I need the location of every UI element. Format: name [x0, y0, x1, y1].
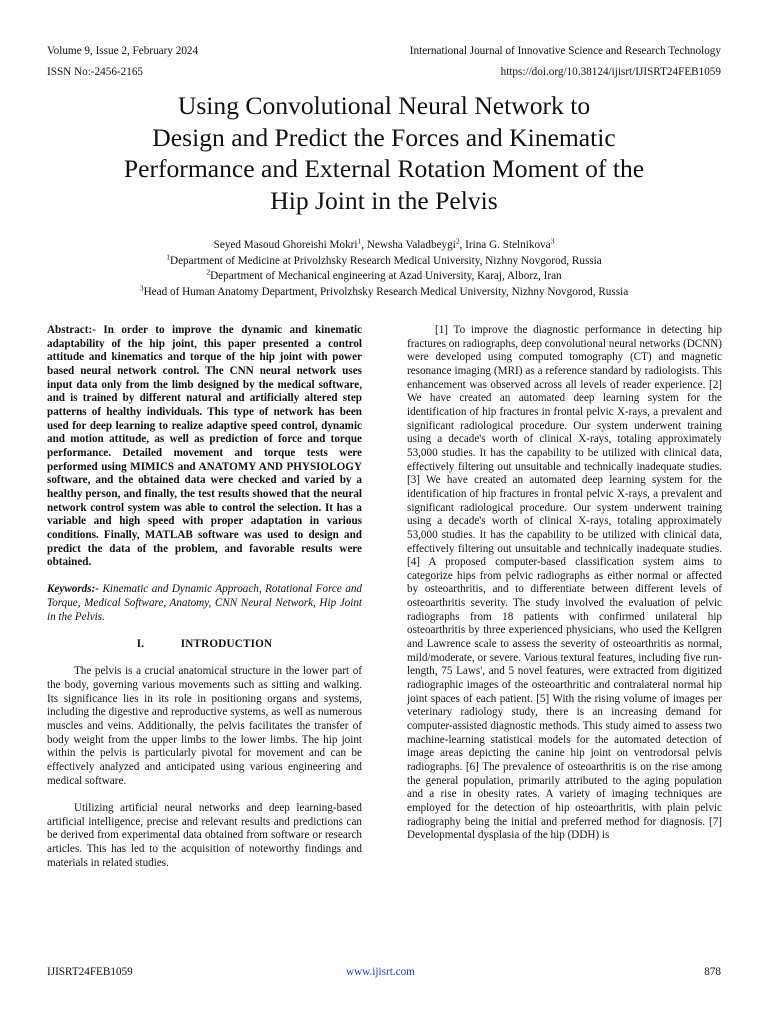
left-column [47, 324, 362, 870]
section-title: INTRODUCTION [180, 638, 273, 651]
title-line: Design and Predict the Forces and Kinematic [152, 122, 616, 152]
intro-paragraph: The pelvis is a crucial anatomical structure in the lower part of the body, governing various movements such as sitting and walking. Its significance lies in its role in positioning organs and systems, including the digestive and reproductive systems, as well as numerous muscles and veins. Additionally, the pelvis facilitates the transfer of body weight from the upper limbs to the lower limbs. The hip joint within the pelvis is particularly pivotal for movement and can be effectively analyzed and anticipated using various engineering and medical software. [47, 665, 362, 787]
right-column [407, 324, 722, 843]
affiliation [30, 269, 738, 285]
author-name: Newsha Valadbeygi [366, 239, 456, 251]
author-superscript: 3 [550, 236, 555, 246]
author-block [30, 238, 738, 300]
doi-link[interactable]: https://doi.org/10.38124/ijisrt/IJISRT24FEB1059 [500, 66, 721, 78]
footer-article-id: IJISRT24FEB1059 [47, 966, 133, 978]
affiliation-text: Department of Mechanical engineering at Azad University, Karaj, Alborz, Iran [210, 270, 562, 282]
affiliation-superscript: 1 [166, 251, 170, 261]
issn: ISSN No:-2456-2165 [47, 66, 144, 78]
intro-paragraph: Utilizing artificial neural networks and deep learning-based artificial intelligence, precise and relevant results and predictions can be derived from experimental data obtained from software or research articles. This has led to the acquisition of noteworthy findings and materials in related studies. [47, 801, 362, 869]
keywords [47, 583, 362, 624]
literature-review-paragraph: [1] To improve the diagnostic performance in detecting hip fractures on radiographs, deep convolutional neural networks (DCNN) were developed using computed tomography (CT) and magnetic resonance imaging (MRI) as a reference standard by radiologists. This enhancement was observed across all levels of reader experience. [2] We have created an automated deep learning system for the identification of hip fractures in frontal pelvic X-rays, a prevalent and significant radiological procedure. Our system underwent training using a decade's worth of clinical X-rays, totaling approximately 53,000 studies. It has the capability to be utilized with clinical data, effectively filtering out unsuitable and technically inadequate studies. [3] We have created an automated deep learning system for the identification of hip fractures in frontal pelvic X-rays, a prevalent and significant radiological procedure. Our system underwent training using a decade's worth of clinical X-rays, totaling approximately 53,000 studies. It has the capability to be utilized with clinical data, effectively filtering out unsuitable and technically inadequate studies. [4] A proposed computer-based classification system aims to categorize hips from pelvic radiographs as either normal or affected by osteoarthritis, and to differentiate between different levels of osteoarthritis severity. The study involved the evaluation of pelvic radiographs from 18 patients with confirmed unilateral hip osteoarthritis by three experienced physicians, who used the Kellgren and Lawrence scale to assess the severity of osteoarthritis as normal, mild/moderate, or severe. Various textural features, including five run-length, 75 Laws', and 5 novel features, were extracted from digitized radiographic images of the osteoarthritic and contralateral normal hip joint spaces of each patient. [5] With the rising volume of images per veterinary radiology study, there is an increasing demand for computer-assisted diagnostic methods. This study aimed to assess two machine-learning statistical models for the automated detection of image areas depicting the canine hip joint on ventrodorsal pelvis radiographs. [6] The prevalence of osteoarthritis is on the rise among the general population, primarily attributed to the aging population and a rise in obesity rates. A variety of imaging techniques are employed for the detection of hip osteoarthritis, with plain pelvic radiography being the initial and preferred method for diagnosis. [7] Developmental dysplasia of the hip (DDH) is [407, 324, 722, 842]
abstract: Abstract:- In order to improve the dynamic and kinematic adaptability of the hip joint, this paper presented a control attitude and kinematics and torque of the hip joint with power based neural network control. The CNN neural network uses input data only from the limb designed by the medical software, and is trained by different natural and artificially altered step patterns of healthy individuals. This type of network has been used for deep learning to realize adaptive speed control, dynamic and motion attitude, as well as prediction of force and torque performance. Detailed movement and torque tests were performed using MIMICS and ANATOMY AND PHYSIOLOGY software, and the obtained data were checked and varied by a healthy person, and finally, the test results showed that the neural network control system was able to control the selection. It has a variable and high speed with proper adaptation in various conditions. Finally, MATLAB software was used to design and predict the data of the problem, and favorable results were obtained. [47, 324, 362, 569]
affiliation [30, 282, 738, 301]
affiliation-superscript: 2 [206, 267, 211, 277]
volume-info: Volume 9, Issue 2, February 2024 [47, 45, 199, 57]
page-number: 878 [704, 966, 721, 978]
author-name: Seyed Masoud Ghoreishi Mokri [213, 239, 358, 251]
title-line: Using Convolutional Neural Network to [177, 91, 591, 120]
footer-website-link[interactable]: www.ijisrt.com [346, 966, 415, 978]
author-separator: , [459, 239, 466, 251]
title-line: Hip Joint in the Pelvis [270, 185, 498, 215]
journal-name: International Journal of Innovative Science and Research Technology [409, 45, 721, 57]
author-name: Irina G. Stelnikova [465, 239, 551, 251]
author-superscript: 1 [357, 236, 362, 246]
author-superscript: 2 [455, 236, 460, 246]
author-list [30, 238, 738, 254]
paper-title [30, 90, 738, 216]
affiliation-text: Department of Medicine at Privolzhsky Research Medical University, Nizhny Novgorod, Russia [169, 254, 602, 267]
keywords-label: Keywords:- [47, 583, 99, 596]
title-line: Performance and External Rotation Moment of the [123, 154, 645, 183]
author-separator: , [361, 239, 367, 251]
affiliation [30, 251, 738, 270]
affiliation-text: Head of Human Anatomy Department, Privolzhsky Research Medical University, Nizhny Novgorod, Russia [143, 285, 629, 298]
affiliation-superscript: 3 [139, 282, 144, 292]
keywords-text: Kinematic and Dynamic Approach, Rotational Force and Torque, Medical Software, Anatomy, CNN Neural Network, Hip Joint in the Pelvis. [47, 583, 362, 623]
section-number: I. [136, 638, 145, 651]
section-heading [47, 638, 362, 652]
